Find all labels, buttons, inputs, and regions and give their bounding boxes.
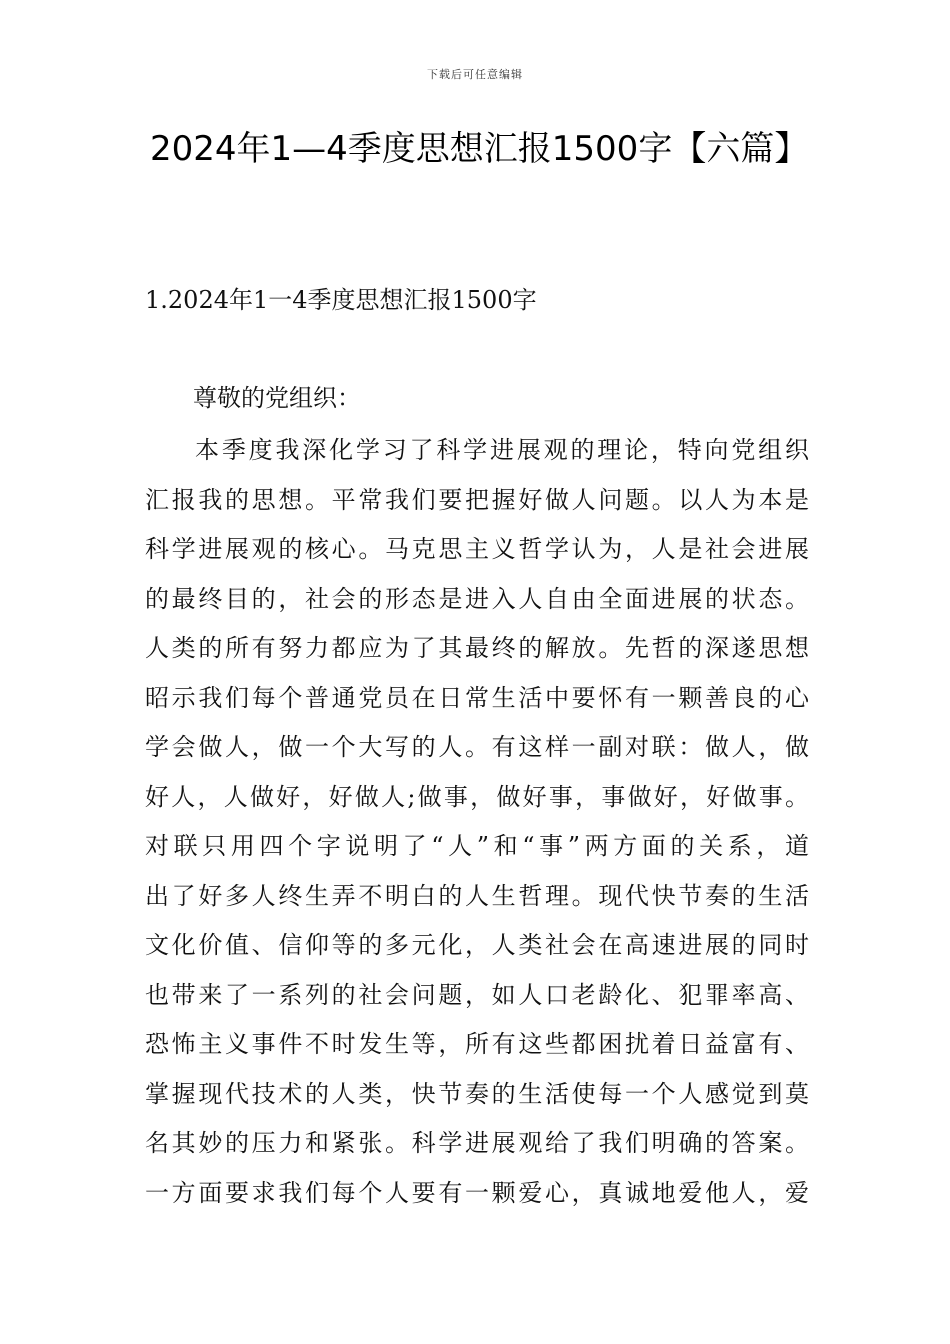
body-line: 对联只用四个字说明了“人”和“事”两方面的关系，道 — [145, 832, 809, 860]
body-line: 一方面要求我们每个人要有一颗爱心，真诚地爱他人，爱 — [145, 1178, 809, 1207]
body-line: 也带来了一系列的社会问题，如人口老龄化、犯罪率高、 — [145, 980, 809, 1009]
body-line: 科学进展观的核心。马克思主义哲学认为，人是社会进展 — [145, 535, 809, 563]
body-line: 学会做人，做一个大写的人。有这样一副对联：做人，做 — [145, 733, 809, 761]
body-line: 昭示我们每个普通党员在日常生活中要怀有一颗善良的心 — [145, 683, 809, 712]
body-line: 掌握现代技术的人类，快节奏的生活使每一个人感觉到莫 — [145, 1079, 809, 1108]
body-line: 的最终目的，社会的形态是进入人自由全面进展的状态。 — [145, 584, 809, 613]
body-line: 本季度我深化学习了科学进展观的理论，特向党组织 — [195, 436, 809, 464]
body-line: 名其妙的压力和紧张。科学进展观给了我们明确的答案。 — [145, 1129, 809, 1157]
body-line: 人类的所有努力都应为了其最终的解放。先哲的深遂思想 — [145, 634, 809, 662]
salutation: 尊敬的党组织： — [193, 384, 361, 412]
body-line: 文化价值、信仰等的多元化，人类社会在高速进展的同时 — [145, 931, 809, 959]
body-line: 好人，人做好，好做人;做事，做好事，事做好，好做事。 — [145, 782, 809, 811]
body-line: 恐怖主义事件不时发生等，所有这些都困扰着日益富有、 — [145, 1030, 809, 1058]
document-title: 2024年1—4季度思想汇报1500字【六篇】 — [150, 129, 809, 169]
body-line: 出了好多人终生弄不明白的人生哲理。现代快节奏的生活 — [145, 881, 809, 910]
section-heading: 1.2024年1一4季度思想汇报1500字 — [145, 286, 537, 314]
header-note: 下载后可任意编辑 — [427, 68, 523, 81]
body-line: 汇报我的思想。平常我们要把握好做人问题。以人为本是 — [145, 485, 809, 514]
body-paragraph — [145, 426, 809, 1218]
